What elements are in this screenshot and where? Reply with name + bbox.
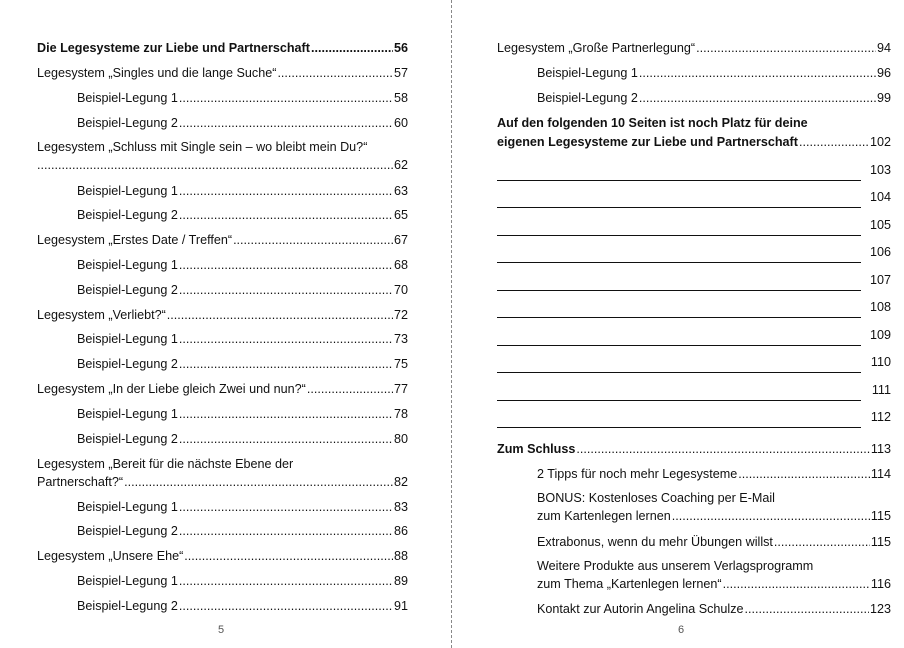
leader-dots <box>774 534 870 550</box>
toc-subentry[interactable] <box>537 90 891 106</box>
leader-dots <box>277 65 393 81</box>
toc-entry-page: 70 <box>393 283 408 297</box>
toc-entry-page: 80 <box>393 432 408 446</box>
toc-entry-page: 57 <box>393 66 408 80</box>
leader-dots <box>576 441 870 457</box>
toc-subentry[interactable] <box>537 601 891 617</box>
toc-entry[interactable] <box>37 381 408 397</box>
toc-entry-page: 94 <box>876 41 891 55</box>
blank-page-number: 107 <box>869 273 891 287</box>
toc-entry-label: Beispiel-Legung 1 <box>77 184 178 198</box>
leader-dots <box>179 331 393 347</box>
toc-entry-page: 60 <box>393 116 408 130</box>
leader-dots <box>179 115 393 131</box>
blank-line-row[interactable] <box>497 357 891 373</box>
toc-entry[interactable] <box>37 307 408 323</box>
toc-entry-page: 114 <box>870 467 891 481</box>
toc-entry-page: 82 <box>393 475 408 489</box>
toc-entry[interactable] <box>37 548 408 564</box>
leader-dots <box>696 40 876 56</box>
leader-dots <box>167 307 393 323</box>
leader-dots <box>124 474 393 490</box>
blank-line <box>497 364 861 373</box>
blank-line <box>497 227 861 236</box>
toc-entry-label: Beispiel-Legung 2 <box>77 357 178 371</box>
toc-entry-page: 65 <box>393 208 408 222</box>
toc-entry[interactable] <box>37 157 408 173</box>
blank-line-row[interactable] <box>497 385 891 401</box>
toc-entry-label: Beispiel-Legung 2 <box>77 116 178 130</box>
toc-subentry[interactable] <box>77 90 408 106</box>
toc-entry-label: Beispiel-Legung 2 <box>537 91 638 105</box>
toc-subentry[interactable] <box>77 431 408 447</box>
toc-subentry[interactable] <box>77 115 408 131</box>
blank-page-number: 110 <box>870 355 891 369</box>
toc-subentry[interactable] <box>77 499 408 515</box>
blank-line-row[interactable] <box>497 330 891 346</box>
toc-subentry[interactable] <box>537 508 891 524</box>
toc-entry-page: 88 <box>393 549 408 563</box>
toc-entry-label: Beispiel-Legung 1 <box>77 407 178 421</box>
toc-entry-label: Extrabonus, wenn du mehr Übungen willst <box>537 535 773 549</box>
leader-dots <box>233 232 393 248</box>
toc-subentry[interactable] <box>77 406 408 422</box>
blank-page-number: 108 <box>869 300 891 314</box>
blank-line <box>497 337 861 346</box>
leader-dots <box>37 157 393 173</box>
toc-entry-page: 113 <box>870 442 891 456</box>
left-page <box>0 0 450 648</box>
toc-entry[interactable] <box>497 134 891 150</box>
toc-entry-label-line2: zum Thema „Kartenlegen lernen“ <box>537 577 722 591</box>
leader-dots <box>179 431 393 447</box>
leader-dots <box>179 499 393 515</box>
toc-entry-page: 63 <box>393 184 408 198</box>
leader-dots <box>311 40 393 56</box>
toc-entry-page: 72 <box>393 308 408 322</box>
blank-line <box>497 282 861 291</box>
toc-entry[interactable] <box>37 474 408 490</box>
toc-subentry[interactable] <box>537 65 891 81</box>
leader-dots <box>738 466 870 482</box>
toc-entry-page: 91 <box>393 599 408 613</box>
leader-dots <box>639 90 876 106</box>
toc-subentry[interactable] <box>77 356 408 372</box>
toc-subentry[interactable] <box>537 576 891 592</box>
toc-entry-label: Die Legesysteme zur Liebe und Partnerschaft <box>37 41 310 55</box>
toc-entry-label: Beispiel-Legung 1 <box>77 500 178 514</box>
toc-entry-label: Beispiel-Legung 2 <box>77 599 178 613</box>
blank-page-number: 112 <box>870 410 891 424</box>
toc-entry[interactable] <box>497 40 891 56</box>
toc-subentry[interactable] <box>77 257 408 273</box>
blank-line-row[interactable] <box>497 165 891 181</box>
leader-dots <box>179 356 393 372</box>
leader-dots <box>672 508 870 524</box>
toc-subentry[interactable] <box>77 598 408 614</box>
toc-subentry[interactable] <box>77 282 408 298</box>
leader-dots <box>184 548 393 564</box>
toc-subentry[interactable] <box>77 207 408 223</box>
toc-entry-page: 86 <box>393 524 408 538</box>
toc-entry-page: 68 <box>393 258 408 272</box>
right-page <box>454 0 904 648</box>
leader-dots <box>179 282 393 298</box>
blank-page-number: 105 <box>869 218 891 232</box>
leader-dots <box>179 598 393 614</box>
toc-entry[interactable] <box>37 232 408 248</box>
toc-entry-label-line1: BONUS: Kostenloses Coaching per E-Mail <box>537 491 775 505</box>
blank-line <box>497 309 861 318</box>
toc-entry-page: 56 <box>393 41 408 55</box>
blank-line <box>497 172 861 181</box>
toc-entry-page: 78 <box>393 407 408 421</box>
blank-line-row[interactable] <box>497 275 891 291</box>
leader-dots <box>799 134 869 150</box>
blank-line <box>497 419 861 428</box>
toc-entry-label: Beispiel-Legung 2 <box>77 432 178 446</box>
leader-dots <box>179 207 393 223</box>
toc-subentry[interactable] <box>537 534 891 550</box>
page-divider <box>451 0 452 648</box>
leader-dots <box>179 573 393 589</box>
toc-entry-label: Legesystem „In der Liebe gleich Zwei und nun?“ <box>37 382 306 396</box>
toc-entry-label-line1: Auf den folgenden 10 Seiten ist noch Platz für deine <box>497 116 808 130</box>
toc-entry-label: Beispiel-Legung 1 <box>77 91 178 105</box>
blank-line-row[interactable] <box>497 220 891 236</box>
blank-line-row[interactable] <box>497 412 891 428</box>
blank-line-row[interactable] <box>497 302 891 318</box>
toc-entry-label-line2: Partnerschaft?“ <box>37 475 124 489</box>
toc-entry-label: 2 Tipps für noch mehr Legesysteme <box>537 467 738 481</box>
toc-subentry[interactable] <box>77 331 408 347</box>
leader-dots <box>179 257 393 273</box>
leader-dots <box>179 523 393 539</box>
toc-entry-label: Legesystem „Singles und die lange Suche“ <box>37 66 277 80</box>
toc-entry-label-line1: Weitere Produkte aus unserem Verlagsprogramm <box>537 559 814 573</box>
toc-entry-label: Legesystem „Große Partnerlegung“ <box>497 41 696 55</box>
blank-line-row[interactable] <box>497 247 891 263</box>
toc-entry[interactable] <box>37 65 408 81</box>
toc-entry-page: 77 <box>393 382 408 396</box>
leader-dots <box>307 381 393 397</box>
toc-entry-page: 99 <box>876 91 891 105</box>
toc-entry-label: Beispiel-Legung 2 <box>77 208 178 222</box>
toc-entry-page: 123 <box>869 602 891 616</box>
toc-entry-page: 83 <box>393 500 408 514</box>
page-number: 6 <box>678 624 685 636</box>
toc-subentry[interactable] <box>77 183 408 199</box>
toc-entry-label: Zum Schluss <box>497 442 576 456</box>
blank-page-number: 109 <box>869 328 891 342</box>
toc-entry-label: Kontakt zur Autorin Angelina Schulze <box>537 602 744 616</box>
page-number: 5 <box>218 624 225 636</box>
blank-page-number: 103 <box>869 163 891 177</box>
toc-subentry[interactable] <box>537 466 891 482</box>
leader-dots <box>179 183 393 199</box>
toc-entry-label: Beispiel-Legung 1 <box>537 66 638 80</box>
toc-entry-page: 115 <box>870 535 891 549</box>
blank-line <box>497 199 861 208</box>
blank-line-row[interactable] <box>497 192 891 208</box>
toc-entry-page: 102 <box>869 135 891 149</box>
toc-entry-label: Beispiel-Legung 1 <box>77 574 178 588</box>
blank-page-number: 106 <box>869 245 891 259</box>
leader-dots <box>179 90 393 106</box>
toc-entry-label: Legesystem „Verliebt?“ <box>37 308 166 322</box>
toc-entry-page: 115 <box>870 509 891 523</box>
blank-line <box>497 254 861 263</box>
toc-entry-label-line1: Legesystem „Schluss mit Single sein – wo bleibt mein Du?“ <box>37 140 368 154</box>
toc-entry-label-line2: eigenen Legesysteme zur Liebe und Partnerschaft <box>497 135 798 149</box>
toc-entry-page: 73 <box>393 332 408 346</box>
toc-entry-label-line2: zum Kartenlegen lernen <box>537 509 671 523</box>
leader-dots <box>639 65 876 81</box>
toc-entry-label: Beispiel-Legung 1 <box>77 332 178 346</box>
toc-entry-label: Legesystem „Unsere Ehe“ <box>37 549 184 563</box>
blank-page-number: 104 <box>869 190 891 204</box>
leader-dots <box>745 601 869 617</box>
toc-entry-label: Beispiel-Legung 2 <box>77 283 178 297</box>
toc-entry-page: 96 <box>876 66 891 80</box>
toc-entry-page: 67 <box>393 233 408 247</box>
toc-entry[interactable] <box>497 441 891 457</box>
toc-entry[interactable] <box>37 40 408 56</box>
toc-entry-label-line1: Legesystem „Bereit für die nächste Ebene der <box>37 457 294 471</box>
leader-dots <box>179 406 393 422</box>
toc-entry-page: 89 <box>393 574 408 588</box>
toc-entry-page: 116 <box>870 577 891 591</box>
blank-line <box>497 392 861 401</box>
toc-entry-page: 75 <box>393 357 408 371</box>
toc-entry-label: Beispiel-Legung 2 <box>77 524 178 538</box>
toc-subentry[interactable] <box>77 523 408 539</box>
blank-page-number: 111 <box>871 383 891 397</box>
toc-entry-page: 58 <box>393 91 408 105</box>
toc-entry-label: Legesystem „Erstes Date / Treffen“ <box>37 233 233 247</box>
toc-entry-label: Beispiel-Legung 1 <box>77 258 178 272</box>
toc-entry-page: 62 <box>393 158 408 172</box>
toc-subentry[interactable] <box>77 573 408 589</box>
leader-dots <box>723 576 870 592</box>
